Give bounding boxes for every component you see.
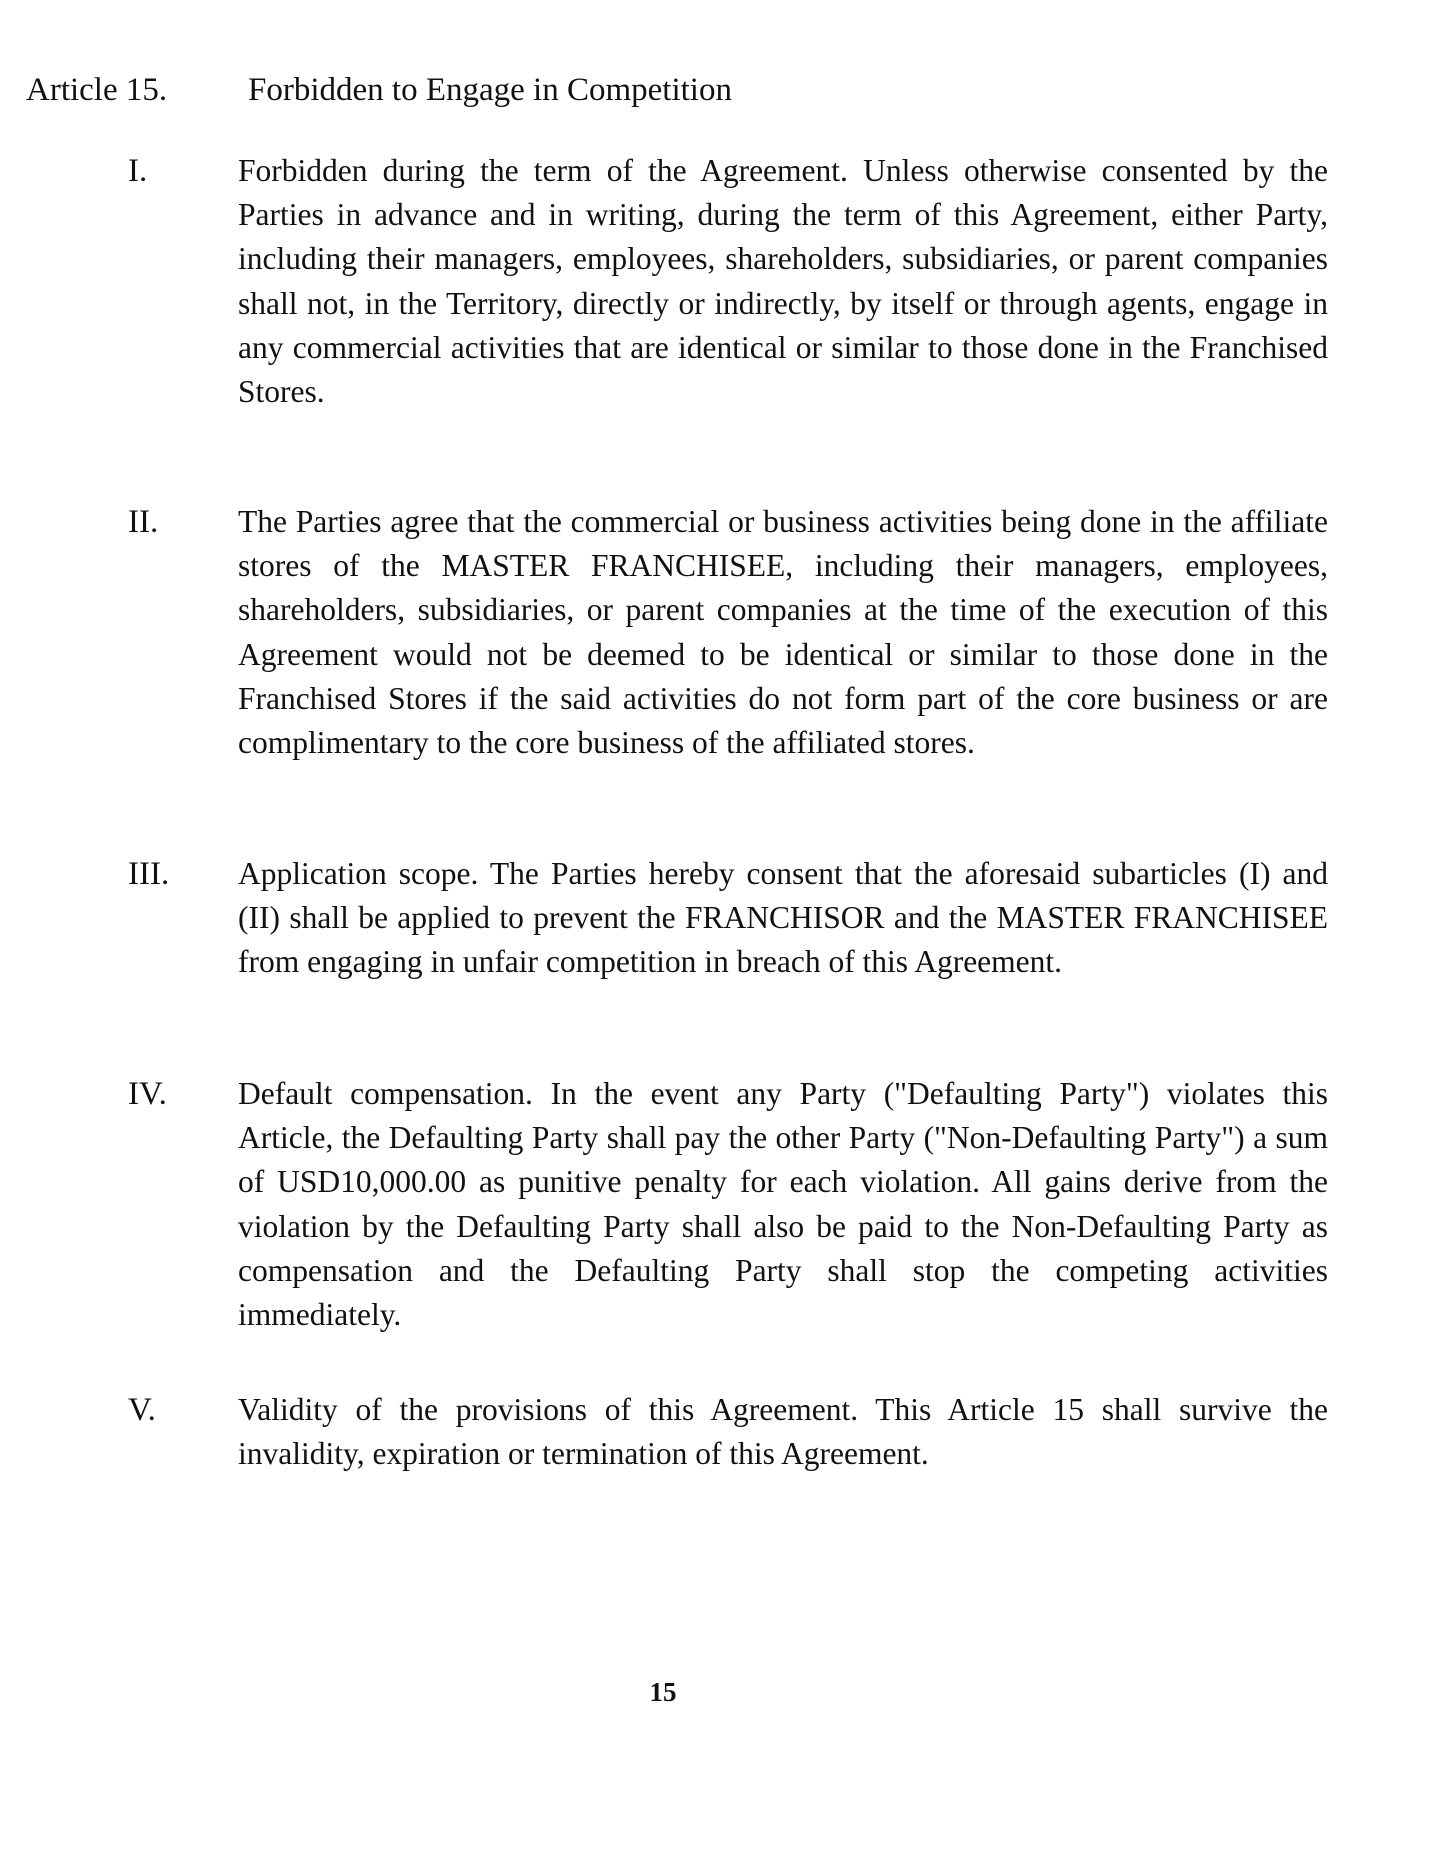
- article-title: Forbidden to Engage in Competition: [248, 72, 732, 108]
- clause-v: [128, 1388, 1333, 1476]
- clause-text: The Parties agree that the commercial or business activities being done in the affiliate stores of the MASTER FRANCHISEE, including their managers, employees, shareholders, subsidiaries, or parent companies at the time of the execution of this Agreement would not be deemed to be identical or similar to those done in the Franchised Stores if the said activities do not form part of the core business or are complimentary to the core business of the affiliated stores.: [238, 504, 1328, 761]
- clause-numeral: III.: [128, 856, 170, 892]
- article-number: Article 15.: [26, 72, 168, 108]
- clause-numeral: II.: [128, 504, 159, 540]
- clause-numeral: I.: [128, 153, 148, 189]
- clause-text: Forbidden during the term of the Agreement. Unless otherwise consented by the Parties in advance and in writing, during the term of this Agreement, either Party, including their managers, employees, shareholders, subsidiaries, or parent companies shall not, in the Territory, directly or indirectly, by itself or through agents, engage in any commercial activities that are identical or similar to those done in the Franchised Stores.: [238, 153, 1328, 410]
- article-header: [26, 60, 1386, 120]
- clause-iv: [128, 1072, 1333, 1337]
- clause-text: Application scope. The Parties hereby consent that the aforesaid subarticles (I) and (II) shall be applied to prevent the FRANCHISOR and the MASTER FRANCHISEE from engaging in unfair competition in breach of this Agreement.: [238, 856, 1328, 980]
- clause-text: Default compensation. In the event any Party ("Defaulting Party") violates this Article, the Defaulting Party shall pay the other Party ("Non-Defaulting Party") a sum of USD10,000.00 as punitive penalty for each violation. All gains derive from the violation by the Defaulting Party shall also be paid to the Non-Defaulting Party as compensation and the Defaulting Party shall stop the competing activities immediately.: [238, 1076, 1328, 1333]
- clause-text: Validity of the provisions of this Agreement. This Article 15 shall survive the invalidity, expiration or termination of this Agreement.: [238, 1392, 1328, 1472]
- page-number: 15: [649, 1677, 677, 1707]
- clause-iii: [128, 852, 1333, 985]
- clause-numeral: V.: [128, 1392, 156, 1428]
- clause-numeral: IV.: [128, 1076, 167, 1112]
- clause-ii: [128, 500, 1333, 765]
- clause-i: [128, 149, 1333, 414]
